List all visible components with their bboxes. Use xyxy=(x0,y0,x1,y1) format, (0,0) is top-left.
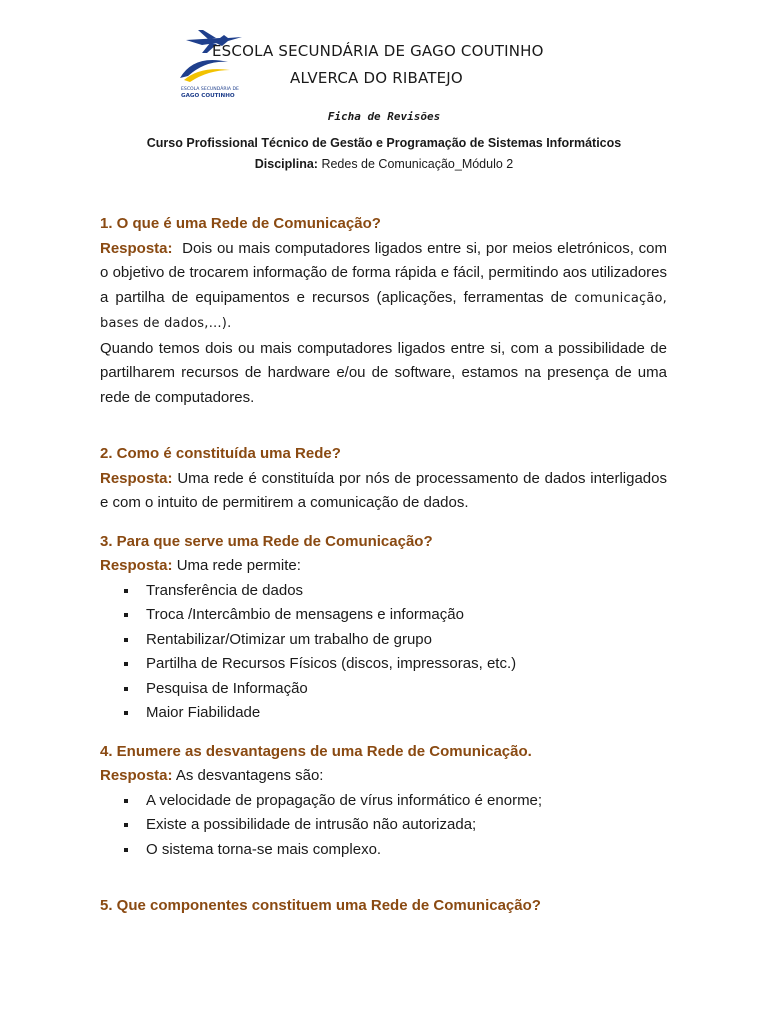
list-item: A velocidade de propagação de vírus informático é enorme; xyxy=(122,789,667,814)
answer-label: Resposta: xyxy=(100,239,173,257)
answer-3-text: Uma rede permite: xyxy=(176,557,301,574)
answer-3-intro xyxy=(100,554,667,579)
logo-caption-line1: ESCOLA SECUNDÁRIA DE xyxy=(181,87,239,92)
logo-caption-line2: GAGO COUTINHO xyxy=(181,93,235,99)
answer-2-paragraph xyxy=(100,467,667,516)
answer-2-text: Uma rede é constituída por nós de processamento de dados interligados e com o intuito de permitirem a comunicação de dados. xyxy=(100,469,667,511)
course-title: Curso Profissional Técnico de Gestão e Programação de Sistemas Informáticos xyxy=(146,136,622,150)
list-item: Pesquisa de Informação xyxy=(122,677,667,702)
answer-label: Resposta: xyxy=(100,469,173,487)
question-2: 2. Como é constituída uma Rede? xyxy=(100,445,341,462)
answer-1-paragraph-1 xyxy=(100,237,667,337)
list-item: Partilha de Recursos Físicos (discos, impressoras, etc.) xyxy=(122,652,667,677)
list-item: Transferência de dados xyxy=(122,579,667,604)
answer-1-text-tail: comunicação, bases de dados,…). xyxy=(100,290,667,331)
answer-4-list xyxy=(100,789,667,863)
answer-1-paragraph-2: Quando temos dois ou mais computadores ligados entre si, com a possibilidade de partilharem recursos de hardware e/ou de software, estamos na presença de uma rede de computadores. xyxy=(100,339,667,406)
list-item: Existe a possibilidade de intrusão não autorizada; xyxy=(122,813,667,838)
logo-swoosh-blue xyxy=(180,60,228,78)
school-logo xyxy=(172,26,252,102)
answer-1-text: Dois ou mais computadores ligados entre si, por meios eletrónicos, com o objetivo de trocarem informação de forma rápida e fácil, permitindo aos utilizadores a partilha de equipamentos e recursos (aplicações, ferramentas de xyxy=(100,239,667,306)
list-item: Maior Fiabilidade xyxy=(122,701,667,726)
list-item: O sistema torna-se mais complexo. xyxy=(122,838,667,863)
school-town: ALVERCA DO RIBATEJO xyxy=(290,69,463,87)
document-body xyxy=(100,212,667,919)
list-item: Troca /Intercâmbio de mensagens e informação xyxy=(122,603,667,628)
answer-4-text: As desvantagens são: xyxy=(175,767,324,784)
discipline-value: Redes de Comunicação_Módulo 2 xyxy=(321,157,514,171)
question-1: 1. O que é uma Rede de Comunicação? xyxy=(100,215,381,232)
discipline-line xyxy=(0,157,768,171)
sheet-title: Ficha de Revisões xyxy=(327,110,441,123)
answer-label: Resposta: xyxy=(100,767,173,784)
answer-label: Resposta: xyxy=(100,557,173,574)
school-name: ESCOLA SECUNDÁRIA DE GAGO COUTINHO xyxy=(212,42,544,60)
answer-4-intro xyxy=(100,764,667,789)
question-3: 3. Para que serve uma Rede de Comunicação? xyxy=(100,532,433,550)
question-5: 5. Que componentes constituem uma Rede de Comunicação? xyxy=(100,897,541,914)
discipline-label: Disciplina: xyxy=(254,157,318,171)
list-item: Rentabilizar/Otimizar um trabalho de grupo xyxy=(122,628,667,653)
answer-3-list xyxy=(100,579,667,726)
question-4: 4. Enumere as desvantagens de uma Rede de Comunicação. xyxy=(100,742,532,760)
